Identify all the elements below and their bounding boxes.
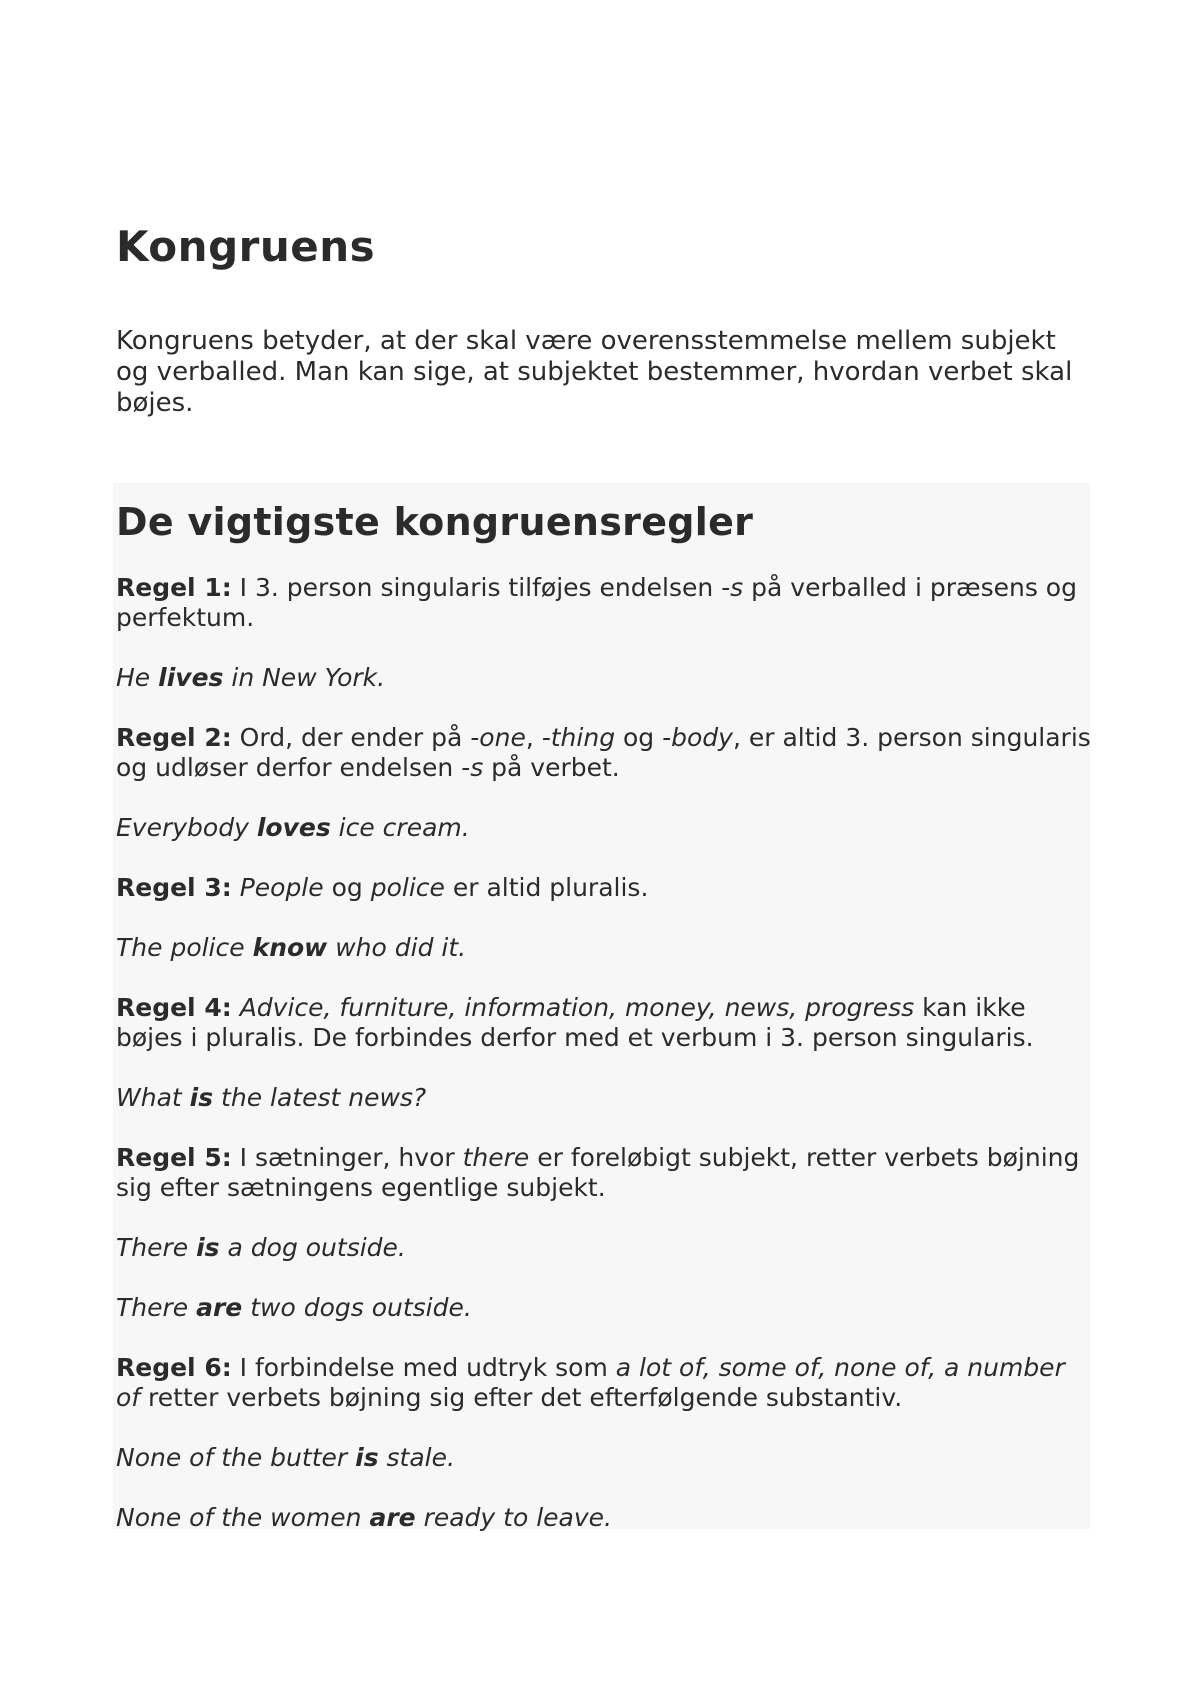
example-verb: are xyxy=(196,1293,243,1322)
rule-text: , er altid 3. person singularis og udløser derfor endelsen xyxy=(116,723,1091,782)
rule-emphasis: a lot of, some of, none of, a number of xyxy=(116,1353,1065,1412)
example-text: a dog outside. xyxy=(219,1233,406,1262)
example-verb: is xyxy=(355,1443,379,1472)
example-verb: is xyxy=(189,1083,214,1112)
example-verb: are xyxy=(369,1503,416,1532)
rule-4 xyxy=(116,993,1096,1053)
rule-label: Regel 1: xyxy=(116,573,232,602)
rule-text: Ord, der ender på xyxy=(231,723,471,752)
example-verb: loves xyxy=(256,813,331,842)
example-sentence xyxy=(116,1233,1096,1263)
example-sentence xyxy=(116,1443,1096,1473)
example-text: He xyxy=(116,663,159,692)
rule-text: er foreløbigt subjekt, retter verbets bøjning sig efter sætningens egentlige subjekt. xyxy=(116,1143,1080,1202)
rule-emphasis: there xyxy=(462,1143,530,1172)
example-text: ice cream. xyxy=(330,813,470,842)
rule-text: I sætninger, hvor xyxy=(231,1143,463,1172)
example-text: What xyxy=(116,1083,190,1112)
example-verb: lives xyxy=(158,663,224,692)
rule-emphasis: -one xyxy=(470,723,526,752)
rule-emphasis: -s xyxy=(461,753,484,782)
rule-label: Regel 4: xyxy=(116,993,232,1022)
example-text: the latest news? xyxy=(213,1083,427,1112)
rule-text: I forbindelse med udtryk som xyxy=(231,1353,616,1382)
rule-text: retter verbets bøjning sig efter det efterfølgende substantiv. xyxy=(140,1383,903,1412)
rule-emphasis: -s xyxy=(721,573,744,602)
example-text: two dogs outside. xyxy=(242,1293,472,1322)
example-text: in New York. xyxy=(223,663,386,692)
rule-label: Regel 2: xyxy=(116,723,232,752)
example-text: There xyxy=(116,1233,197,1262)
rule-label: Regel 5: xyxy=(116,1143,232,1172)
example-verb: know xyxy=(252,933,328,962)
example-sentence xyxy=(116,1503,1096,1533)
example-sentence xyxy=(116,933,1096,963)
rule-text: I 3. person singularis tilføjes endelsen xyxy=(231,573,722,602)
rules-list xyxy=(116,573,1096,1563)
example-text: stale. xyxy=(378,1443,455,1472)
rule-text: og xyxy=(615,723,663,752)
rule-text: , xyxy=(525,723,542,752)
rule-3 xyxy=(116,873,1096,903)
example-sentence xyxy=(116,663,1096,693)
rule-emphasis: -thing xyxy=(541,723,616,752)
example-text: None of the women xyxy=(116,1503,370,1532)
page-title: Kongruens xyxy=(116,222,376,271)
example-verb: is xyxy=(196,1233,220,1262)
rule-text: på verbet. xyxy=(483,753,620,782)
example-sentence xyxy=(116,813,1096,843)
example-text: Everybody xyxy=(116,813,257,842)
example-text: There xyxy=(116,1293,197,1322)
rule-label: Regel 3: xyxy=(116,873,232,902)
rule-text: og xyxy=(323,873,371,902)
rule-text: er altid pluralis. xyxy=(444,873,649,902)
example-text: None of the butter xyxy=(116,1443,356,1472)
example-text: ready to leave. xyxy=(415,1503,612,1532)
rule-emphasis: Advice, furniture, information, money, news, progress xyxy=(239,993,915,1022)
rule-emphasis: police xyxy=(370,873,445,902)
rule-label: Regel 6: xyxy=(116,1353,232,1382)
example-text: The police xyxy=(116,933,253,962)
example-text: who did it. xyxy=(327,933,467,962)
rule-2 xyxy=(116,723,1096,783)
rule-1 xyxy=(116,573,1096,633)
rule-emphasis: People xyxy=(239,873,324,902)
rule-6 xyxy=(116,1353,1096,1413)
rules-heading: De vigtigste kongruensregler xyxy=(116,500,754,544)
intro-paragraph: Kongruens betyder, at der skal være overensstemmelse mellem subjekt og verballed. Man kan sige, at subjektet bestemmer, hvordan verbet skal bøjes. xyxy=(116,326,1073,418)
example-sentence xyxy=(116,1083,1096,1113)
rule-text: kan ikke bøjes i pluralis. De forbindes derfor med et verbum i 3. person singularis. xyxy=(116,993,1034,1052)
rule-text: på verballed i præsens og perfektum. xyxy=(116,573,1077,632)
rule-5 xyxy=(116,1143,1096,1203)
example-sentence xyxy=(116,1293,1096,1323)
rule-emphasis: -body xyxy=(662,723,733,752)
